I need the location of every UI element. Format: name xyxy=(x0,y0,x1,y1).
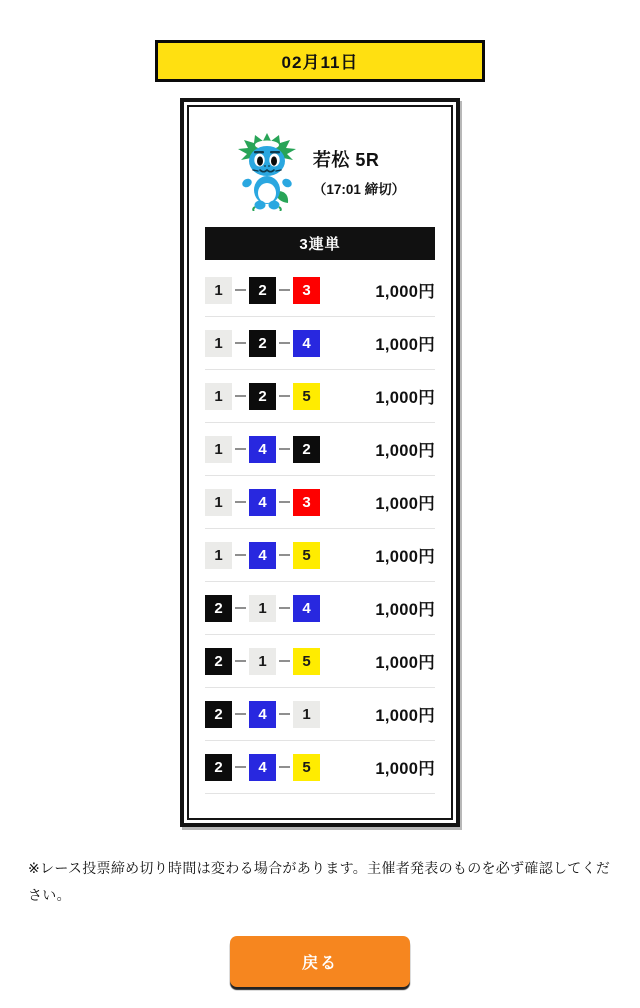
bet-amount: 1,000円 xyxy=(375,548,435,566)
bet-row xyxy=(205,688,435,741)
bet-row xyxy=(205,423,435,476)
bet-row xyxy=(205,529,435,582)
bet-row xyxy=(205,476,435,529)
boat-number-box: 2 xyxy=(249,277,276,304)
dash-separator xyxy=(235,713,246,715)
mascot-wrap xyxy=(235,133,299,211)
bet-row xyxy=(205,582,435,635)
boat-number-box: 1 xyxy=(205,542,232,569)
boat-number-box: 1 xyxy=(249,595,276,622)
dash-separator xyxy=(279,766,290,768)
boat-number-box: 2 xyxy=(293,436,320,463)
bet-amount: 1,000円 xyxy=(375,760,435,778)
boat-number-box: 4 xyxy=(249,754,276,781)
dash-separator xyxy=(279,660,290,662)
boat-number-box: 2 xyxy=(205,595,232,622)
boat-number-box: 2 xyxy=(205,754,232,781)
boat-number-box: 2 xyxy=(249,330,276,357)
date-banner: 02月11日 xyxy=(155,40,485,82)
boat-number-box: 4 xyxy=(293,330,320,357)
boat-number-box: 5 xyxy=(293,648,320,675)
boat-number-box: 4 xyxy=(249,701,276,728)
dash-separator xyxy=(279,395,290,397)
boat-number-box: 1 xyxy=(205,330,232,357)
boat-number-box: 2 xyxy=(205,648,232,675)
boat-number-box: 1 xyxy=(205,436,232,463)
dash-separator xyxy=(235,660,246,662)
kappa-mascot-icon xyxy=(235,133,299,211)
bet-amount: 1,000円 xyxy=(375,654,435,672)
bet-row xyxy=(205,741,435,794)
boat-number-box: 1 xyxy=(205,489,232,516)
back-button[interactable]: 戻る xyxy=(230,936,410,987)
dash-separator xyxy=(235,554,246,556)
bet-combo xyxy=(205,330,320,357)
bet-combo xyxy=(205,436,320,463)
boat-number-box: 3 xyxy=(293,277,320,304)
boat-number-box: 3 xyxy=(293,489,320,516)
boat-number-box: 2 xyxy=(249,383,276,410)
dash-separator xyxy=(279,342,290,344)
bet-combo xyxy=(205,489,320,516)
bet-combo xyxy=(205,383,320,410)
dash-separator xyxy=(279,289,290,291)
disclaimer-text: ※レース投票締め切り時間は変わる場合があります。主催者発表のものを必ず確認してください。 xyxy=(28,860,611,904)
bet-combo xyxy=(205,542,320,569)
race-deadline: （17:01 締切） xyxy=(312,182,406,197)
bet-row xyxy=(205,635,435,688)
dash-separator xyxy=(235,766,246,768)
dash-separator xyxy=(279,501,290,503)
boat-number-box: 5 xyxy=(293,754,320,781)
page xyxy=(0,40,640,987)
bet-amount: 1,000円 xyxy=(375,336,435,354)
bet-amount: 1,000円 xyxy=(375,495,435,513)
bet-rows xyxy=(205,264,435,794)
bet-combo xyxy=(205,754,320,781)
bet-amount: 1,000円 xyxy=(375,707,435,725)
dash-separator xyxy=(235,607,246,609)
dash-separator xyxy=(279,554,290,556)
bet-type-banner: 3連単 xyxy=(205,227,435,260)
boat-number-box: 2 xyxy=(205,701,232,728)
boat-number-box: 4 xyxy=(249,542,276,569)
boat-number-box: 5 xyxy=(293,542,320,569)
dash-separator xyxy=(235,289,246,291)
boat-number-box: 1 xyxy=(249,648,276,675)
bet-row xyxy=(205,370,435,423)
bet-amount: 1,000円 xyxy=(375,283,435,301)
boat-number-box: 1 xyxy=(205,383,232,410)
boat-number-box: 4 xyxy=(293,595,320,622)
boat-number-box: 1 xyxy=(205,277,232,304)
ticket-inner xyxy=(187,105,453,820)
bet-combo xyxy=(205,595,320,622)
bet-row xyxy=(205,317,435,370)
ticket-card xyxy=(180,98,460,827)
bet-row xyxy=(205,264,435,317)
bet-amount: 1,000円 xyxy=(375,442,435,460)
boat-number-box: 4 xyxy=(249,436,276,463)
dash-separator xyxy=(279,448,290,450)
bet-combo xyxy=(205,648,320,675)
dash-separator xyxy=(235,342,246,344)
boat-number-box: 1 xyxy=(293,701,320,728)
dash-separator xyxy=(235,448,246,450)
boat-number-box: 4 xyxy=(249,489,276,516)
race-info xyxy=(313,146,405,198)
race-title: 若松 5R xyxy=(312,150,380,170)
bet-combo xyxy=(205,277,320,304)
bet-combo xyxy=(205,701,320,728)
dash-separator xyxy=(279,713,290,715)
boat-number-box: 5 xyxy=(293,383,320,410)
bet-amount: 1,000円 xyxy=(375,601,435,619)
bet-amount: 1,000円 xyxy=(375,389,435,407)
dash-separator xyxy=(279,607,290,609)
dash-separator xyxy=(235,395,246,397)
card-header xyxy=(205,133,435,211)
dash-separator xyxy=(235,501,246,503)
